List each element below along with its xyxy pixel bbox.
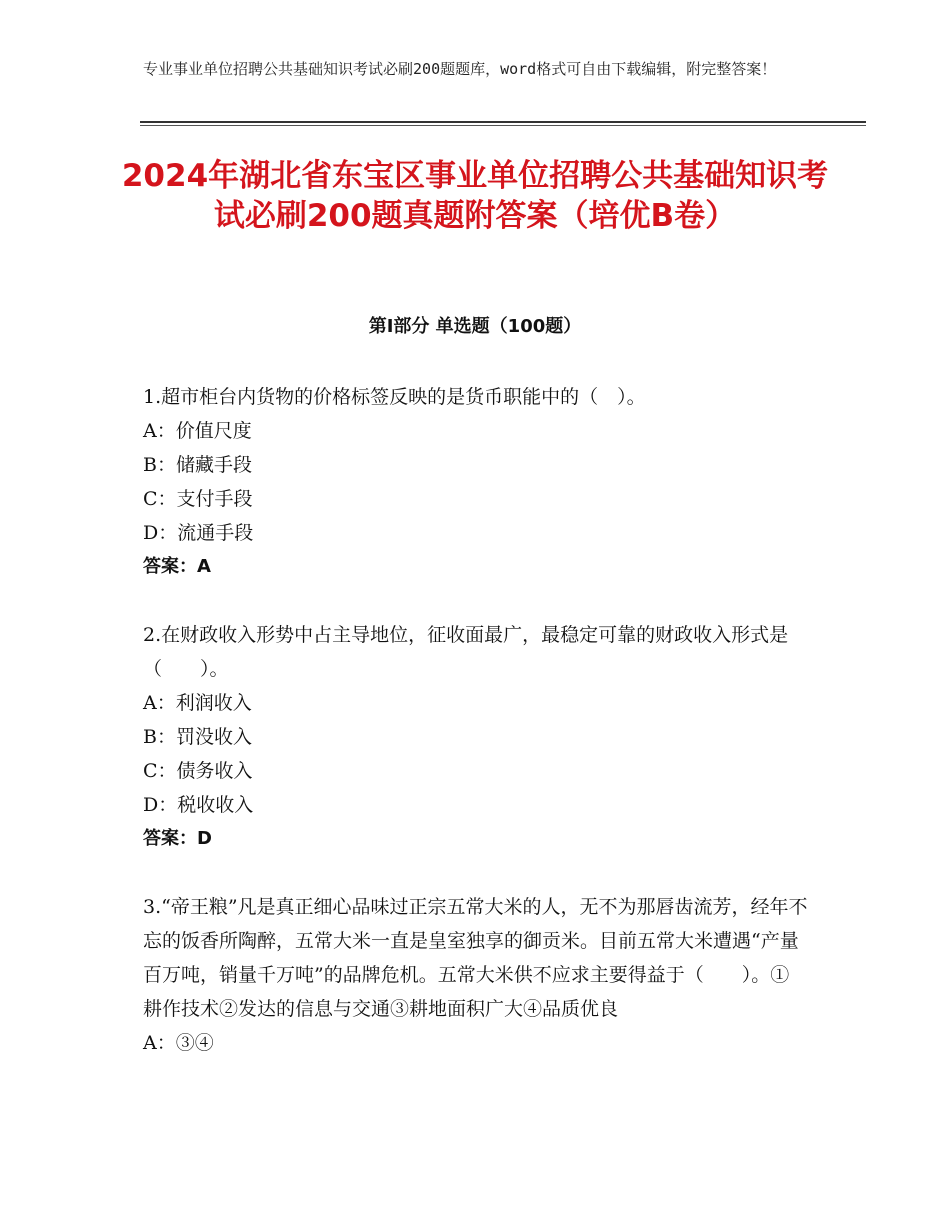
option-c: C：支付手段	[143, 488, 253, 510]
header-divider-thin	[140, 125, 866, 126]
answer-value: A	[197, 556, 211, 577]
header-divider-thick	[140, 121, 866, 123]
answer-value: D	[197, 828, 212, 849]
option-a: A：价值尺度	[143, 420, 252, 442]
question-stem: 3.“帝王粮”凡是真正细心品味过正宗五常大米的人，无不为那唇齿流芳，经年不忘的饭香所陶醉，五常大米一直是皇室独享的御贡米。目前五常大米遭遇“产量百万吨，销量千万吨”的品牌危机。五常大米供不应求主要得益于（ ）。①耕作技术②发达的信息与交通③耕地面积广大④品质优良	[143, 896, 808, 1020]
option-b: B：罚没收入	[143, 726, 252, 748]
section-heading: 第I部分 单选题（100题）	[368, 316, 582, 337]
answer-line	[143, 550, 808, 584]
option-d: D：税收收入	[143, 794, 254, 816]
question-2	[143, 618, 808, 856]
question-stem: 1.超市柜台内货物的价格标签反映的是货币职能中的（ ）。	[143, 386, 646, 408]
header-note: 专业事业单位招聘公共基础知识考试必刷200题题库，word格式可自由下载编辑，附完整答案！	[143, 60, 777, 78]
question-3	[143, 890, 808, 1060]
option-a: A：③④	[143, 1032, 214, 1054]
question-list	[143, 380, 808, 1094]
answer-line	[143, 822, 808, 856]
option-a: A：利润收入	[143, 692, 252, 714]
option-c: C：债务收入	[143, 760, 253, 782]
option-b: B：储藏手段	[143, 454, 252, 476]
question-stem: 2.在财政收入形势中占主导地位，征收面最广，最稳定可靠的财政收入形式是（ ）。	[143, 624, 789, 680]
option-d: D：流通手段	[143, 522, 254, 544]
document-title: 2024年湖北省东宝区事业单位招聘公共基础知识考试必刷200题真题附答案（培优B卷）	[121, 158, 829, 234]
answer-label: 答案：	[143, 556, 197, 577]
question-1	[143, 380, 808, 584]
answer-label: 答案：	[143, 828, 197, 849]
